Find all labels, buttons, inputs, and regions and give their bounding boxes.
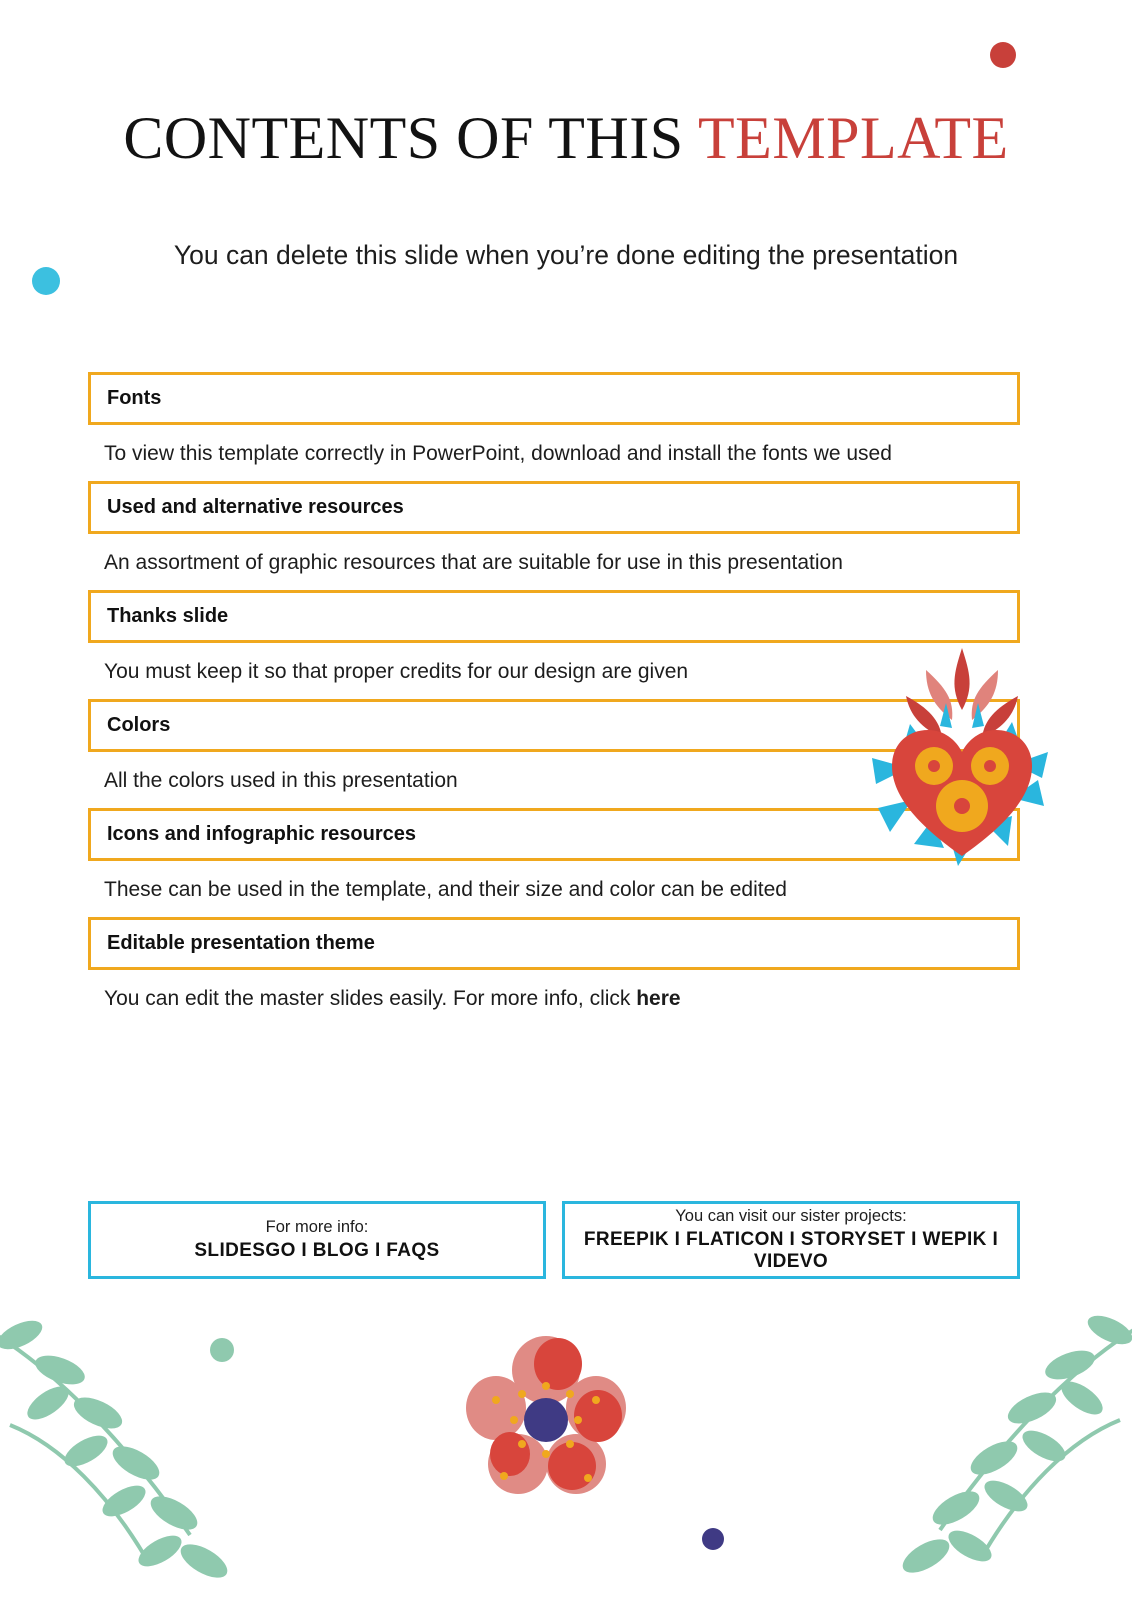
list-item-title: Colors	[107, 714, 171, 737]
decorative-dot-red	[990, 42, 1016, 68]
list-item-description: An assortment of graphic resources that are suitable for use in this presentation	[104, 551, 843, 575]
list-item-box[interactable]	[88, 590, 1020, 643]
list-item-title: Thanks slide	[107, 605, 229, 628]
list-item-description-last	[88, 970, 1020, 1026]
footer-links-row	[88, 1201, 1020, 1279]
list-item-title: Used and alternative resources	[107, 496, 404, 519]
list-item-description: You must keep it so that proper credits for our design are given	[104, 660, 689, 684]
page-subtitle: You can delete this slide when you’re done editing the presentation	[173, 240, 959, 270]
list-item-description: All the colors used in this presentation	[104, 769, 458, 793]
sister-projects-caption: You can visit our sister projects:	[675, 1207, 907, 1225]
list-item-description: To view this template correctly in PowerPoint, download and install the fonts we used	[104, 442, 892, 465]
more-info-caption: For more info:	[265, 1218, 369, 1236]
heart-illustration	[862, 648, 1062, 898]
leaf-illustration-left	[0, 1305, 290, 1605]
list-item-box[interactable]	[88, 372, 1020, 425]
more-info-links[interactable]: SLIDESGO I BLOG I FAQS	[194, 1240, 440, 1261]
sister-projects-links[interactable]: FREEPIK I FLATICON I STORYSET I WEPIK I VIDEVO	[583, 1229, 999, 1272]
list-item-box[interactable]	[88, 481, 1020, 534]
flower-illustration	[466, 1330, 626, 1510]
leaf-illustration-right	[830, 1300, 1132, 1600]
list-item-title: Editable presentation theme	[107, 932, 375, 955]
here-link[interactable]: here	[636, 987, 681, 1011]
page-title	[0, 104, 1132, 173]
decorative-dot-navy	[702, 1528, 724, 1550]
decorative-dot-cyan	[32, 267, 60, 295]
list-item-description-text: You can edit the master slides easily. For more info, click	[104, 987, 637, 1011]
page-title-main: CONTENTS OF THIS	[123, 105, 699, 171]
page-title-accent: TEMPLATE	[698, 105, 1009, 171]
more-info-box[interactable]	[88, 1201, 546, 1279]
list-item-title: Icons and infographic resources	[107, 823, 416, 846]
list-item-box[interactable]	[88, 917, 1020, 970]
list-item-title: Fonts	[107, 387, 162, 409]
list-item-description: These can be used in the template, and their size and color can be edited	[104, 878, 787, 902]
sister-projects-box[interactable]	[562, 1201, 1020, 1279]
